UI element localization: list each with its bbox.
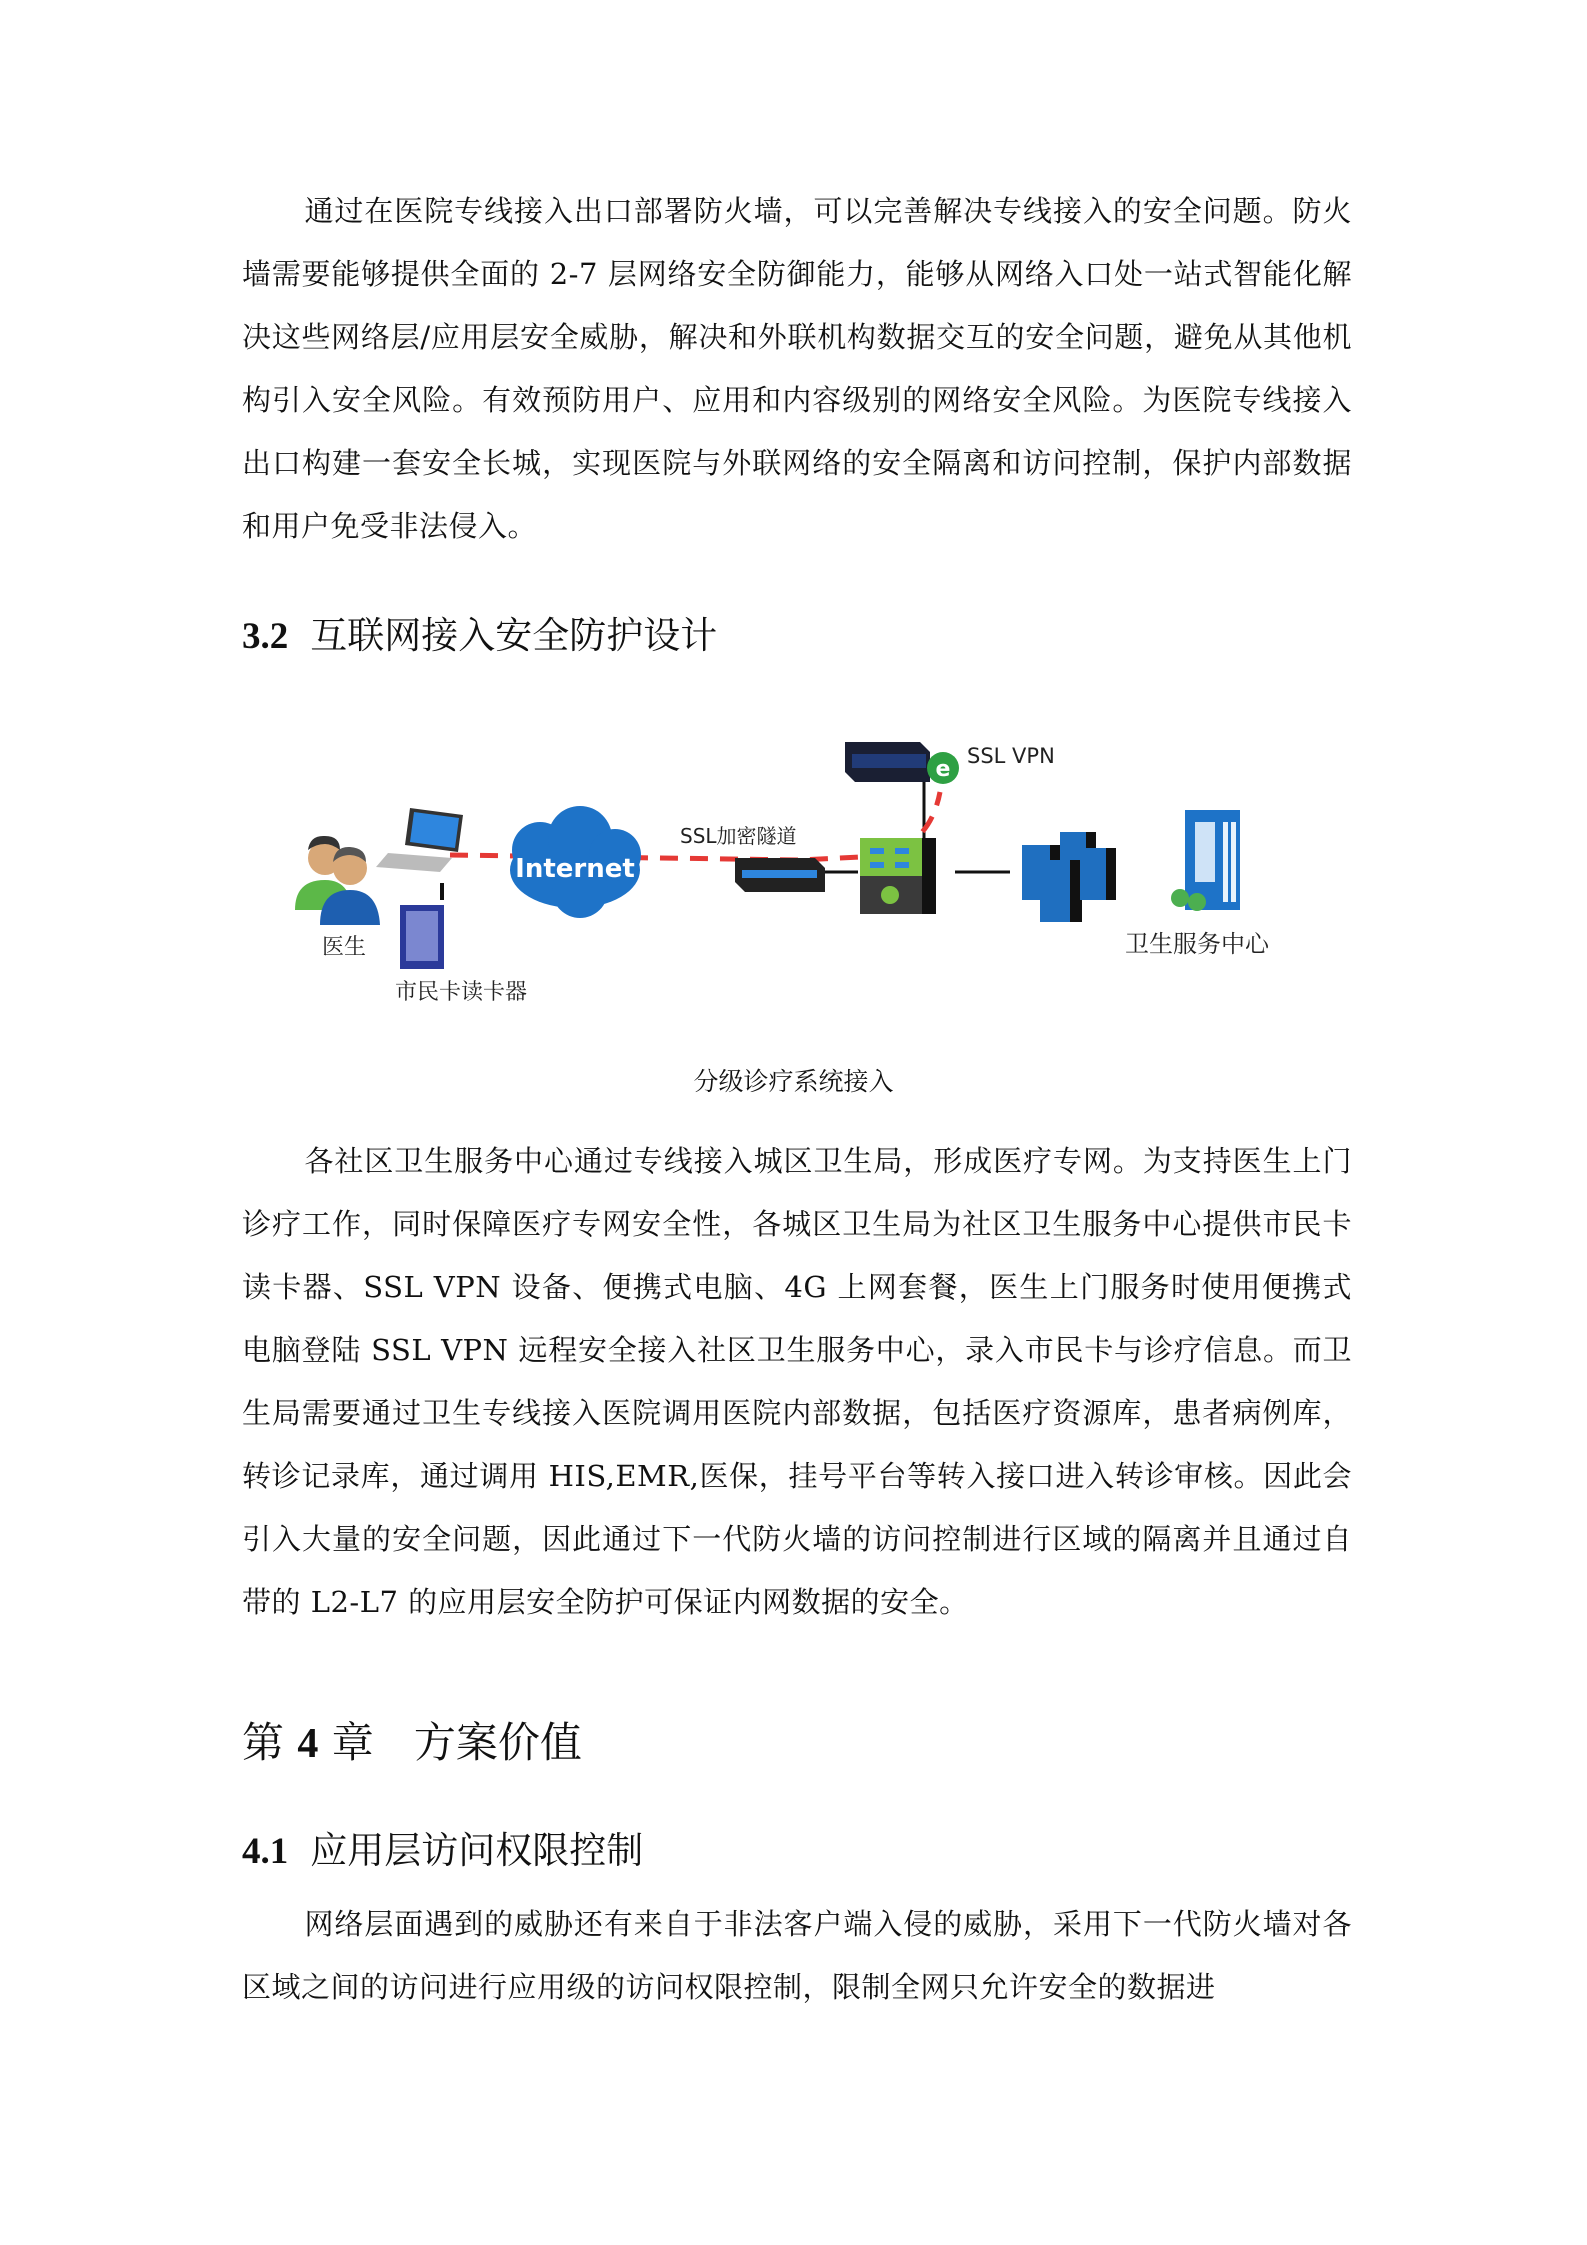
network-diagram xyxy=(280,720,1350,1020)
chapter-title: 方案价值 xyxy=(413,1718,582,1767)
tunnel-label: SSL加密隧道 xyxy=(680,824,797,848)
ssl-vpn-server-icon xyxy=(845,742,959,784)
chapter-number: 4 xyxy=(297,1721,319,1767)
doctor-label: 医生 xyxy=(322,935,367,960)
ssl-vpn-label: SSL VPN xyxy=(967,744,1055,768)
section-heading-3-2 xyxy=(242,605,717,659)
figure-caption: 分级诊疗系统接入 xyxy=(693,1067,894,1096)
svg-text:Internet: Internet xyxy=(515,854,635,884)
chapter-heading-4 xyxy=(242,1710,582,1770)
section-heading-4-1 xyxy=(242,1820,643,1874)
health-center-label: 卫生服务中心 xyxy=(1125,930,1269,958)
card-reader-icon xyxy=(400,905,444,969)
paragraph-firewall-intro xyxy=(242,180,1352,558)
internet-cloud-icon xyxy=(510,806,641,918)
firewall-switch-icon xyxy=(860,838,936,914)
building-icon xyxy=(1171,810,1240,911)
section-number: 4.1 xyxy=(242,1831,289,1872)
chapter-suffix: 章 xyxy=(331,1718,374,1767)
section-title: 互联网接入安全防护设计 xyxy=(310,614,718,657)
paragraph-grading-system xyxy=(242,1130,1352,1634)
card-reader-label: 市民卡读卡器 xyxy=(395,980,528,1005)
server-cluster-icon xyxy=(1022,832,1116,922)
paragraph-text: 各社区卫生服务中心通过专线接入城区卫生局，形成医疗专网。为支持医生上门诊疗工作，同时保障医疗专网安全性，各城区卫生局为社区卫生服务中心提供市民卡读卡器、SSL VPN 设备、便携式电脑、4G 上网套餐，医生上门服务时使用便携式电脑登陆 SSL VPN 远程安全接入社区卫生服务中心，录入市民卡与诊疗信息。而卫生局需要通过卫生专线接入医院调用医院内部数据，包括医疗资源库，患者病例库，转诊记录库，通过调用 HIS,EMR,医保，挂号平台等转入接口进入转诊审核。因此会引入大量的安全问题，因此通过下一代防火墙的访问控制进行区域的隔离并且通过自带的 L2-L7 的应用层安全防护可保证内网数据的安全。 xyxy=(242,1144,1352,1619)
paragraph-text: 网络层面遇到的威胁还有来自于非法客户端入侵的威胁，采用下一代防火墙对各区域之间的访问进行应用级的访问权限控制，限制全网只允许安全的数据进 xyxy=(242,1907,1352,2004)
doctor-icon xyxy=(295,836,380,925)
section-number: 3.2 xyxy=(242,616,289,657)
svg-text:e: e xyxy=(935,757,951,782)
paragraph-text: 通过在医院专线接入出口部署防火墙，可以完善解决专线接入的安全问题。防火墙需要能够提供全面的 2-7 层网络安全防御能力，能够从网络入口处一站式智能化解决这些网络层/应用层安全威胁，解决和外联机构数据交互的安全问题，避免从其他机构引入安全风险。有效预防用户、应用和内容级别的网络安全风险。为医院专线接入出口构建一套安全长城，实现医院与外联网络的安全隔离和访问控制，保护内部数据和用户免受非法侵入。 xyxy=(242,194,1352,543)
laptop-icon xyxy=(376,808,463,872)
section-title: 应用层访问权限控制 xyxy=(310,1829,644,1872)
paragraph-access-control xyxy=(242,1893,1352,2019)
gateway-device-icon xyxy=(735,858,825,892)
chapter-prefix: 第 xyxy=(242,1718,285,1767)
